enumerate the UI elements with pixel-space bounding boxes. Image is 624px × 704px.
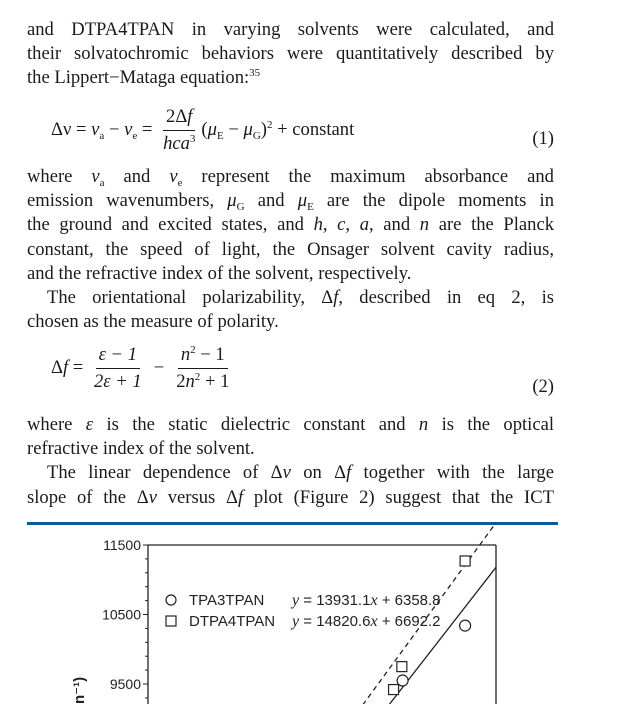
text-span: together with the large (351, 462, 554, 484)
data-point-square (389, 685, 399, 695)
text-span: where (27, 166, 92, 187)
y-axis-label: n⁻¹) (71, 676, 88, 704)
text-span: ν (169, 166, 178, 187)
text-line: and DTPA4TPAN in varying solvents were calculated, and (27, 19, 554, 40)
text-span: a (359, 214, 370, 236)
text-span: is the static dielectric constant and (93, 414, 419, 435)
chart-legend (166, 592, 441, 630)
text-sub: a (99, 177, 105, 189)
text-sub: E (307, 201, 314, 214)
eq-nu: ν (91, 118, 100, 140)
fit-equation-part: = 13931.1 (299, 592, 371, 609)
fit-equation-part: + 6358.8 (377, 592, 441, 609)
eq-text: f (187, 106, 193, 127)
text-span: The orientational polarizability, Δ (47, 287, 334, 309)
eq-text: hca (163, 133, 190, 154)
fit-equation-part: x (370, 613, 378, 630)
text-span: and (244, 190, 298, 212)
text-span: are the dipole moments in (313, 190, 554, 212)
data-point-square (397, 662, 407, 672)
text-span: , (322, 214, 338, 236)
text-span: and (104, 166, 170, 187)
eq-text: n (180, 344, 191, 365)
text-span: , described in eq 2, is (338, 287, 554, 309)
equation-number: (2) (532, 376, 554, 397)
eq-op: − (153, 356, 165, 378)
text-span: versus Δ (156, 486, 238, 508)
eq-text: 2Δ (166, 106, 188, 127)
legend-label: TPA3TPAN (189, 592, 265, 609)
text-span: represent the maximum absorbance and (182, 166, 554, 187)
text-span: ν (148, 486, 157, 508)
eq-op: = (68, 356, 88, 378)
eq-sup: 2 (190, 344, 196, 356)
eq-mu: μ (243, 118, 253, 140)
data-point-circle (460, 620, 471, 631)
data-point-square (460, 556, 470, 566)
text-span: n (419, 214, 430, 236)
fit-equation-part: x (370, 592, 378, 609)
text-span: c (337, 214, 346, 236)
text-span: f (346, 462, 352, 484)
eq-op: − (223, 118, 244, 140)
eq-denominator: 2ε + 1 (93, 371, 142, 392)
eq-text: + 1 (200, 371, 230, 392)
text-span: the Lippert−Mataga equation: (27, 67, 250, 89)
legend-label: DTPA4TPAN (189, 613, 276, 630)
text-span: emission wavenumbers, (27, 190, 228, 212)
text-span: , (345, 214, 360, 236)
eq-sup: 3 (189, 133, 196, 145)
text-line: their solvatochromic behaviors were quantitatively described by (27, 43, 554, 65)
legend-fit-equation (290, 613, 441, 630)
fit-equation-part: = 14820.6 (299, 613, 371, 630)
eq-sub: G (252, 129, 261, 142)
fit-line-tpa3tpan (352, 567, 496, 704)
legend-fit-equation (290, 592, 441, 609)
text-span: where (27, 414, 86, 435)
eq-op: − (104, 118, 125, 140)
text-line: and the refractive index of the solvent, respectively. (27, 262, 412, 284)
eq-sup: 2 (194, 371, 201, 383)
text-sub: G (236, 201, 245, 214)
text-span: ν (91, 166, 100, 187)
fit-equation-part: y (292, 592, 300, 609)
text-line: chosen as the measure of polarity. (27, 311, 279, 333)
text-span: The linear dependence of Δ (47, 462, 283, 484)
legend-marker-circle (166, 595, 176, 605)
eq-text: + constant (272, 118, 355, 140)
fit-equation-part: + 6692.2 (377, 613, 441, 630)
fit-equation-part: y (292, 613, 300, 630)
eq-sub: e (132, 129, 138, 142)
text-span: h (313, 214, 323, 236)
text-line: refractive index of the solvent. (27, 438, 255, 460)
legend-marker-square (166, 616, 176, 626)
eq-text: n (185, 371, 195, 392)
eq-mu: μ (207, 118, 217, 140)
eq-text: − 1 (195, 344, 225, 365)
text-span: μ (297, 190, 308, 212)
eq-sup: 2 (267, 118, 273, 131)
eq-sub: a (99, 129, 105, 142)
text-sub: e (177, 177, 183, 189)
text-span: ε (85, 414, 94, 435)
text-span: n (418, 414, 429, 435)
eq-op: = (137, 118, 158, 140)
text-span: are the Planck (429, 214, 555, 236)
text-span: , and (369, 214, 420, 236)
y-tick-label: 10500 (102, 606, 141, 623)
text-span: on Δ (290, 462, 347, 484)
equation-number: (1) (532, 128, 554, 149)
text-span: plot (Figure 2) suggest that the ICT (243, 486, 554, 508)
eq-op: ( (201, 118, 208, 140)
text-span: slope of the Δ (27, 486, 149, 508)
text-span: f (237, 486, 244, 508)
reference-35[interactable]: 35 (249, 67, 261, 80)
eq-op: ) (260, 118, 267, 140)
eq-numerator: ε − 1 (96, 344, 140, 369)
text-span: μ (227, 190, 237, 212)
eq-text: Δ (51, 356, 63, 378)
text-span: f (333, 287, 339, 309)
text-span: is the optical (428, 414, 554, 435)
text-line: constant, the speed of light, the Onsager solvent cavity radius, (27, 238, 554, 260)
eq-sub: E (216, 129, 224, 142)
y-tick-label: 9500 (109, 676, 141, 692)
eq-text: f (62, 356, 69, 378)
y-tick-label: 11500 (103, 537, 141, 553)
eq-nu: ν (124, 118, 133, 140)
text-span: ν (282, 462, 291, 484)
eq-lhs: Δν = (51, 118, 92, 140)
text-span: the ground and excited states, and (27, 214, 314, 236)
eq-text: 2 (176, 371, 186, 392)
